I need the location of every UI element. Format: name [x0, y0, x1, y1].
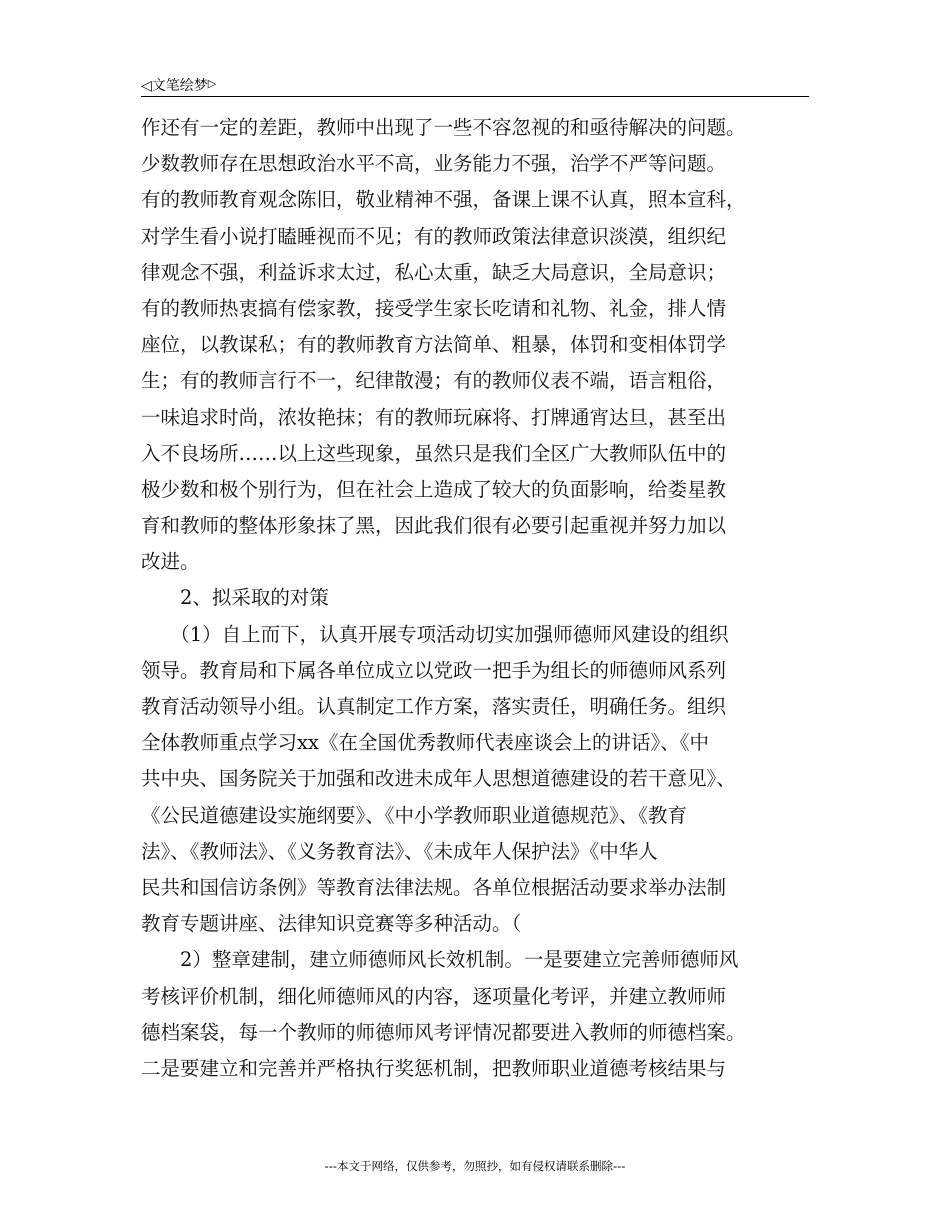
body-line: 德档案袋，每一个教师的师德师风考评情况都要进入教师的师德档案。 [141, 1020, 746, 1044]
body-line: 生；有的教师言行不一，纪律散漫；有的教师仪表不端，语言粗俗， [141, 369, 727, 393]
body-line: 二是要建立和完善并严格执行奖惩机制，把教师职业道德考核结果与 [141, 1056, 727, 1080]
body-line: 民共和国信访条例》等教育法律法规。各单位根据活动要求举办法制 [141, 875, 727, 899]
body-line: 教育活动领导小组。认真制定工作方案，落实责任，明确任务。组织 [141, 695, 727, 718]
body-line: 座位，以教谋私；有的教师教育方法简单、粗暴，体罚和变相体罚学 [141, 333, 727, 357]
body-line: 作还有一定的差距，教师中出现了一些不容忽视的和亟待解决的问题。 [141, 116, 746, 139]
body-line: 入不良场所……以上这些现象，虽然只是我们全区广大教师队伍中的 [141, 441, 727, 465]
body-line: 全体教师重点学习xx《在全国优秀教师代表座谈会上的讲话》、《中 [141, 731, 709, 755]
section-heading: 2、拟采取的对策 [141, 586, 329, 610]
body-line: 育和教师的整体形象抹了黑，因此我们很有必要引起重视并努力加以 [141, 514, 727, 538]
body-line: 律观念不强，利益诉求太过，私心太重，缺乏大局意识，全局意识； [141, 260, 727, 284]
footer-notice: ---本文于网络，仅供参考，勿照抄，如有侵权请联系删除--- [324, 1159, 626, 1173]
header-logo [141, 74, 216, 96]
body-line: 2）整章建制，建立师德师风长效机制。一是要建立完善师德师风 [141, 948, 739, 972]
body-line: 改进。 [141, 550, 200, 574]
document-body [141, 110, 811, 1087]
body-line: 法》、《教师法》、《义务教育法》、《未成年人保护法》《中华人 [141, 839, 658, 863]
body-line: 共中央、国务院关于加强和改进未成年人思想道德建设的若干意见》、 [141, 767, 736, 791]
body-line: 教育专题讲座、法律知识竞赛等多种活动。（ [141, 912, 522, 936]
body-line: 极少数和极个别行为，但在社会上造成了较大的负面影响，给娄星教 [141, 477, 727, 501]
right-triangle-icon: ▷ [207, 77, 217, 90]
body-line: 少数教师存在思想政治水平不高，业务能力不强，治学不严等问题。 [141, 152, 727, 176]
body-line: 《公民道德建设实施纲要》、《中小学教师职业道德规范》、《教育 [141, 803, 688, 827]
body-line: 一味追求时尚，浓妆艳抹；有的教师玩麻将、打牌通宵达旦，甚至出 [141, 405, 727, 429]
body-line: （1）自上而下，认真开展专项活动切实加强师德师风建设的组织 [141, 622, 729, 646]
body-line: 对学生看小说打瞌睡视而不见；有的教师政策法律意识淡漠，组织纪 [141, 224, 727, 248]
left-triangle-icon: ◁ [141, 78, 152, 94]
header-title: 文笔绘梦 [151, 78, 208, 94]
body-line: 考核评价机制，细化师德师风的内容，逐项量化考评，并建立教师师 [141, 984, 727, 1008]
body-line: 领导。教育局和下属各单位成立以党政一把手为组长的师德师风系列 [141, 658, 727, 682]
body-line: 有的教师热衷搞有偿家教，接受学生家长吃请和礼物、礼金，排人情 [141, 296, 727, 320]
page-header [141, 74, 809, 97]
body-line: 有的教师教育观念陈旧，敬业精神不强，备课上课不认真，照本宣科， [141, 188, 746, 212]
